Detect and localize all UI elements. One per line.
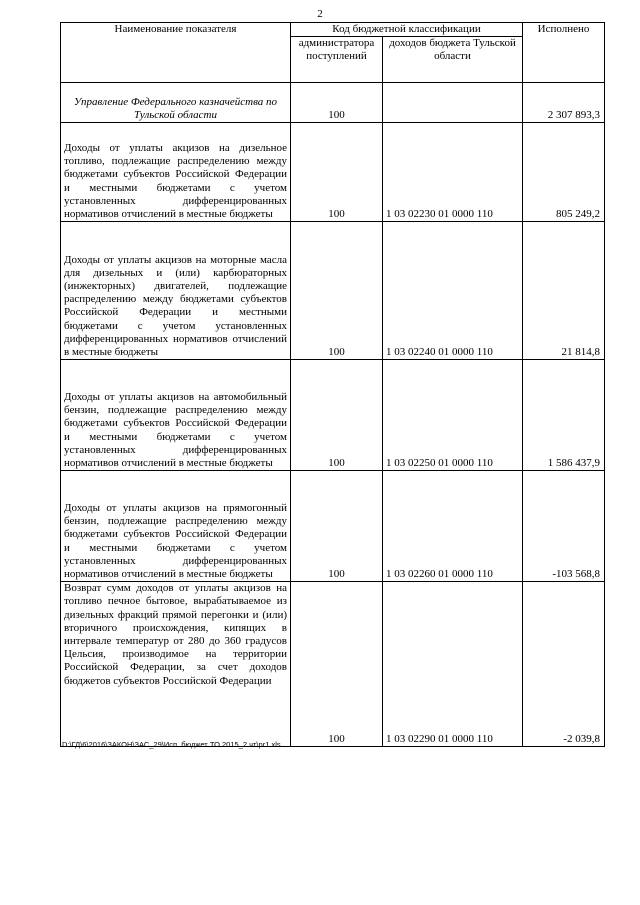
table-row [61,471,605,582]
table-row [61,582,605,747]
row-executed: 21 814,8 [523,222,605,360]
org-code [383,83,523,123]
row-name: Доходы от уплаты акцизов на моторные масла для дизельных и (или) карбюраторных (инжекторных) двигателей, подлежащие распределению между бюджетами субъектов Российской Федерации и местными бюджетами с учетом установленных дифференцированных нормативов отчислений в местные бюджеты [61,222,291,360]
header-code: Код бюджетной классификации [291,23,523,37]
row-admin: 100 [291,222,383,360]
budget-table [60,22,605,747]
table-row [61,360,605,471]
row-executed: 1 586 437,9 [523,360,605,471]
row-name: Доходы от уплаты акцизов на автомобильный бензин, подлежащие распределению между бюджетами субъектов Российской Федерации и местными бюджетами с учетом установленных дифференцированных нормативов отчислений в местные бюджеты [61,360,291,471]
row-executed: 805 249,2 [523,123,605,222]
row-code: 1 03 02230 01 0000 110 [383,123,523,222]
header-revenue: доходов бюджета Тульской области [383,37,523,83]
row-code: 1 03 02290 01 0000 110 [383,582,523,747]
header-row [61,23,605,37]
header-admin: администратора поступлений [291,37,383,83]
row-admin: 100 [291,582,383,747]
row-code: 1 03 02260 01 0000 110 [383,471,523,582]
table-row [61,123,605,222]
row-code: 1 03 02250 01 0000 110 [383,360,523,471]
org-executed: 2 307 893,3 [523,83,605,123]
header-name: Наименование показателя [61,23,291,83]
row-admin: 100 [291,360,383,471]
org-name: Управление Федерального казначейства по Тульской области [61,83,291,123]
row-name: Возврат сумм доходов от уплаты акцизов на топливо печное бытовое, вырабатываемое из дизельных фракций прямой перегонки и (или) вторичного происхождения, кипящих в интервале температур от 280 до 360 градусов Цельсия, производимое на территории Российской Федерации, за счет доходов бюджетов субъектов Российской Федерации [61,582,291,747]
row-name: Доходы от уплаты акцизов на дизельное топливо, подлежащие распределению между бюджетами субъектов Российской Федерации и местными бюджетами с учетом установленных дифференцированных нормативов отчислений в местные бюджеты [61,123,291,222]
table-row [61,222,605,360]
row-admin: 100 [291,471,383,582]
row-code: 1 03 02240 01 0000 110 [383,222,523,360]
org-admin: 100 [291,83,383,123]
row-executed: -2 039,8 [523,582,605,747]
row-name: Доходы от уплаты акцизов на прямогонный бензин, подлежащие распределению между бюджетами субъектов Российской Федерации и местными бюджетами с учетом установленных дифференцированных нормативов отчислений в местные бюджеты [61,471,291,582]
row-executed: -103 568,8 [523,471,605,582]
file-path-footer: D:\ГД\6\2016\ЗАКОН\ЗАС_29\Исп. бюджет ТО 2015_2 чт\pr1.xls [62,740,281,749]
row-admin: 100 [291,123,383,222]
header-executed: Исполнено [523,23,605,83]
org-row [61,83,605,123]
page-number: 2 [317,8,323,20]
